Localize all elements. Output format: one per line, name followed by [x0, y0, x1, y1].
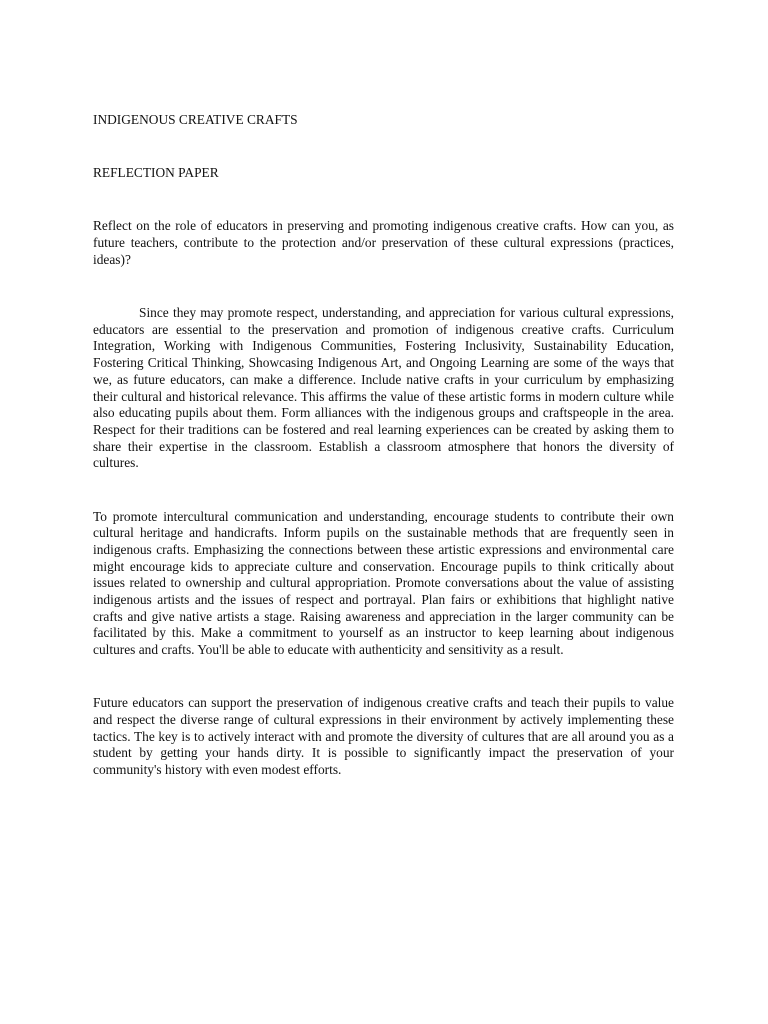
reflection-prompt: Reflect on the role of educators in preserving and promoting indigenous creative crafts. How can you, as future teachers, contribute to the protection and/or preservation of these cultural expressions (practices, ideas)?	[93, 218, 674, 267]
document-subtitle: REFLECTION PAPER	[93, 165, 219, 181]
body-paragraph-1: Since they may promote respect, understanding, and appreciation for various cultural expressions, educators are essential to the preservation and promotion of indigenous creative crafts. Curriculum Integration, Working with Indigenous Communities, Fostering Inclusivity, Sustainability Education, Fostering Critical Thinking, Showcasing Indigenous Art, and Ongoing Learning are some of the ways that we, as future educators, can make a difference. Include native crafts in your curriculum by emphasizing their cultural and historical relevance. This affirms the value of these artistic forms in modern culture while also educating pupils about them. Form alliances with the indigenous groups and craftspeople in the area. Respect for their traditions can be fostered and real learning experiences can be created by asking them to share their expertise in the classroom. Establish a classroom atmosphere that honors the diversity of cultures.	[93, 305, 674, 471]
body-paragraph-2: To promote intercultural communication and understanding, encourage students to contribute their own cultural heritage and handicrafts. Inform pupils on the sustainable methods that are frequently seen in indigenous crafts. Emphasizing the connections between these artistic expressions and environmental care might encourage kids to appreciate culture and conservation. Encourage pupils to think critically about issues related to ownership and cultural appropriation. Promote conversations about the value of assisting indigenous artists and the issues of respect and portrayal. Plan fairs or exhibitions that highlight native crafts and give native artists a stage. Raising awareness and appreciation in the larger community can be facilitated by this. Make a commitment to yourself as an instructor to keep learning about indigenous cultures and crafts. You'll be able to educate with authenticity and sensitivity as a result.	[93, 508, 674, 658]
body-paragraph-3: Future educators can support the preservation of indigenous creative crafts and teach their pupils to value and respect the diverse range of cultural expressions in their environment by actively implementing these tactics. The key is to actively interact with and promote the diversity of cultures that are all around you as a student by getting your hands dirty. It is possible to significantly impact the preservation of your community's history with even modest efforts.	[93, 695, 674, 778]
document-title: INDIGENOUS CREATIVE CRAFTS	[93, 112, 298, 127]
document-page	[93, 112, 674, 779]
